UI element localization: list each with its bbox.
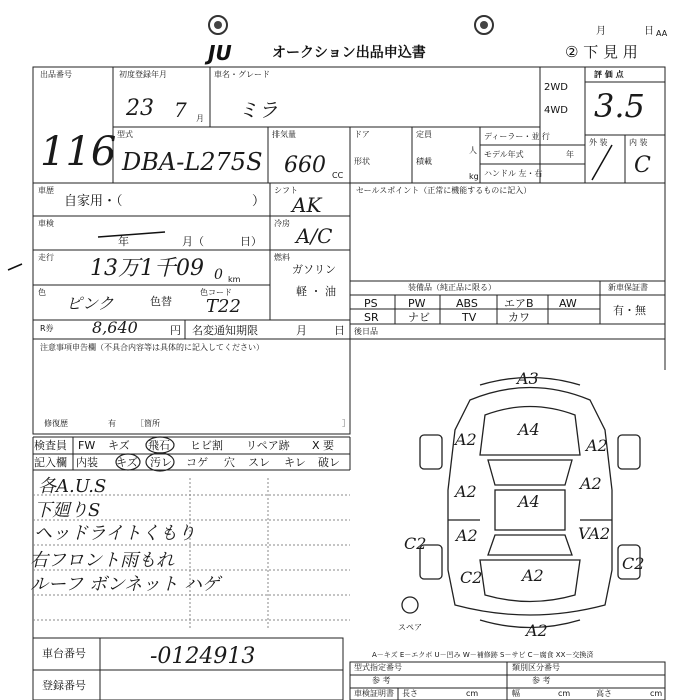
body-shape-label: 形状 (354, 157, 370, 166)
defect-chip: 飛石 (148, 439, 170, 452)
equip-ps: PS (364, 297, 378, 310)
displacement-label: 排気量 (272, 130, 296, 139)
color-code-value: T22 (206, 296, 241, 317)
equip-sr: SR (364, 311, 379, 324)
fuel-value: ガソリン (292, 263, 336, 276)
equip-leather: カワ (508, 311, 530, 324)
defect-in-scratch: キズ (116, 456, 138, 469)
height-cm: cm (650, 689, 663, 698)
inspection-month: 月（ (182, 235, 204, 248)
mileage-label: 走行 (38, 253, 54, 262)
mark-left-side: C2 (404, 534, 427, 553)
year-label: 年 (566, 150, 574, 159)
ref-label-1: 参 考 (372, 676, 391, 685)
load-label: 積載 (416, 157, 432, 166)
length-cm: cm (466, 689, 479, 698)
sales-point-label: セールスポイント（正常に機能するものに記入） (356, 186, 532, 195)
defect-fw: FW (78, 439, 96, 452)
defect-interior: 内装 (76, 456, 98, 469)
notice-deadline-label: 名変通知期限 (192, 324, 258, 337)
interior-label: 内 装 (629, 138, 648, 147)
type-designation-label: 型式指定番号 (354, 663, 402, 672)
model-name-value: ミラ (238, 98, 278, 122)
warranty-options: 有・無 (613, 304, 646, 317)
dealer-label: ディーラー・並 行 (484, 132, 550, 141)
mark-left-rear-fender: C2 (460, 568, 483, 587)
mileage-tail: 0 (214, 267, 223, 283)
spare-label: スペア (398, 623, 422, 632)
color-label: 色 (38, 288, 46, 297)
person-label: 人 (469, 146, 477, 155)
chassis-label: 車台番号 (42, 647, 86, 660)
length-label: 長さ (402, 689, 418, 698)
recycle-value: 8,640 (92, 318, 138, 337)
defect-stain: 汚レ (150, 456, 172, 469)
mileage-value: 13万1千09 (90, 256, 204, 281)
reg-month-value: 7 (174, 98, 187, 122)
handle-label: ハンドル 左・右 (484, 169, 543, 178)
door-label: ドア (354, 130, 370, 139)
notes-header: 注意事項申告欄（不具合内容等は具体的に記入してください） (40, 343, 264, 352)
width-cm: cm (558, 689, 571, 698)
repair-history-label: 修復歴 (44, 419, 68, 428)
reg-month-unit: 月 (196, 114, 204, 123)
4wd-label: 4WD (544, 105, 568, 116)
note-line-1: 各A.U.S (38, 476, 107, 497)
2wd-label: 2WD (544, 82, 568, 93)
mark-left-rear-door: A2 (456, 526, 478, 545)
defect-burn: コゲ (186, 456, 208, 469)
recycle-label: R券 (40, 324, 54, 333)
first-reg-label: 初度登録年月 (119, 70, 167, 79)
defect-tear: 破レ (318, 456, 340, 469)
repair-close: ］ (342, 419, 350, 428)
color-change-label: 色替 (150, 295, 172, 308)
defect-scratch: キズ (108, 439, 130, 452)
reg-no-label: 登録番号 (42, 679, 86, 692)
mark-trunk: A2 (522, 566, 544, 585)
model-code-value: DBA-L275S (122, 148, 263, 176)
lot-no-label: 出品番号 (40, 70, 72, 79)
fuel-options: 軽 ・ 油 (296, 285, 336, 298)
repair-place: ［箇所 (136, 419, 160, 428)
inspector-label: 検査員 (34, 439, 67, 452)
height-label: 高さ (596, 689, 612, 698)
mark-right-rear-door: VA2 (578, 524, 611, 543)
legend: A－キズ E－エクボ U－凹み W－補修跡 S－サビ C－腐食 XX－交換済 (372, 651, 594, 659)
reg-year-value: 23 (126, 96, 154, 121)
inspection-label: 車検 (38, 219, 54, 228)
after-date-label: 後日品 (354, 327, 378, 336)
lot-no-value: 116 (40, 129, 117, 175)
notice-month: 月 (296, 324, 307, 337)
equipment-label: 装備品（純正品に限る） (408, 283, 496, 292)
warranty-label: 新車保証書 (608, 283, 648, 292)
kg-label: kg (469, 172, 479, 181)
interior-score-value: C (634, 153, 651, 178)
history-label: 車歴 (38, 186, 54, 195)
note-line-3: ヘッドライトくもり (34, 523, 196, 544)
category-no-label: 類別区分番号 (512, 663, 560, 672)
mark-right-side: C2 (622, 554, 645, 573)
equip-aw: AW (559, 297, 577, 310)
mark-left-front-fender: A2 (455, 430, 477, 449)
km-label: km (228, 275, 241, 284)
model-grade-label: 車名・グレード (214, 70, 270, 79)
capacity-label: 定員 (416, 130, 432, 139)
equip-abs: ABS (456, 297, 478, 310)
ref-label-2: 参 考 (532, 676, 551, 685)
displacement-value: 660 (284, 153, 326, 178)
mark-left-front-door: A2 (455, 482, 477, 501)
aircon-value: A/C (296, 224, 333, 248)
score-label: 評 価 点 (594, 70, 624, 79)
color-value: ピンク (66, 294, 114, 313)
equip-navi: ナビ (408, 311, 430, 324)
history-close: ） (252, 194, 266, 209)
cc-label: CC (332, 171, 344, 180)
defect-repair: リペア跡 (246, 439, 290, 452)
mark-roof: A4 (518, 492, 540, 511)
score-value: 3.5 (594, 87, 645, 125)
defect-cut: キレ (284, 456, 306, 469)
notice-day: 日 (334, 324, 345, 337)
record-label: 記入欄 (34, 456, 67, 469)
reg-cert-label: 車検証明書 (354, 689, 394, 698)
form-title: オークション出品申込書 (272, 45, 426, 61)
shift-value: AK (292, 193, 322, 217)
defect-need: X 要 (312, 439, 335, 452)
mark-hood: A4 (518, 420, 540, 439)
exterior-label: 外 装 (589, 138, 608, 147)
equip-airbag: エアB (504, 297, 534, 310)
note-line-4: 右フロント雨もれ (30, 550, 174, 571)
history-value: 自家用・（ (64, 194, 123, 209)
repair-yes: 有 (108, 419, 116, 428)
width-label: 幅 (512, 689, 520, 698)
mark-front-bumper: A3 (517, 369, 539, 388)
fuel-label: 燃料 (274, 253, 290, 262)
shift-label: シフト (274, 186, 298, 195)
date-day-label: 日 (644, 26, 654, 37)
equip-pw: PW (408, 297, 426, 310)
color-code-label: 色コード (200, 288, 232, 297)
defect-crack: ヒビ割 (190, 439, 223, 452)
note-line-2: 下廻りS (34, 500, 101, 521)
defect-hole: 穴 (224, 456, 235, 469)
model-year-label: モデル年式 (484, 150, 524, 159)
mark-right-front-door: A2 (580, 474, 602, 493)
mark-rear-bumper: A2 (526, 621, 548, 640)
logo: JU (208, 41, 232, 65)
equip-tv: TV (462, 311, 477, 324)
chassis-value: -0124913 (150, 644, 256, 669)
doc-type: ② 下 見 用 (565, 43, 638, 61)
mark-right-front-fender: A2 (586, 436, 608, 455)
note-line-5: ルーフ ボンネット ハゲ (30, 574, 221, 595)
defect-wear: スレ (248, 456, 270, 469)
yen-label: 円 (170, 324, 181, 337)
date-month-label: 月 (596, 26, 606, 37)
inspection-day: 日） (240, 235, 262, 248)
inspection-year: 年 (118, 235, 129, 248)
aircon-label: 冷房 (274, 219, 290, 228)
date-aa-label: AA (656, 29, 668, 38)
model-label: 型式 (117, 130, 133, 139)
